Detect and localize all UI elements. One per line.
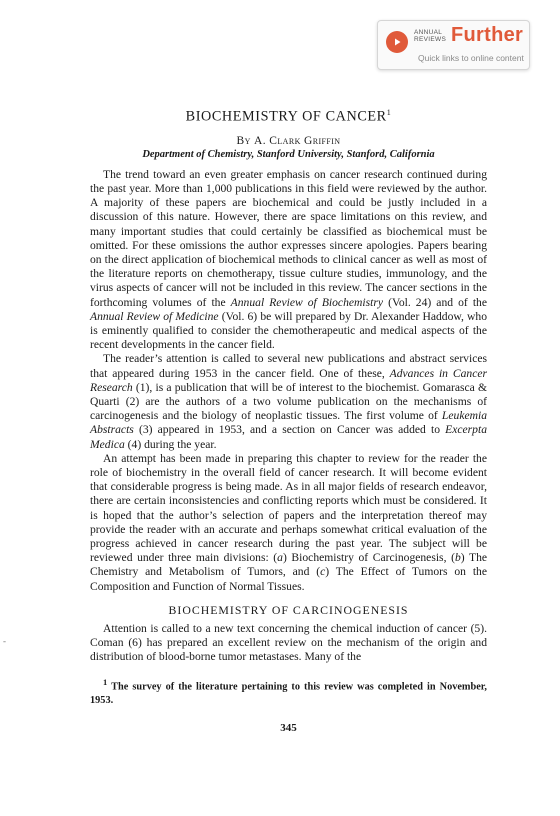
play-arrow-icon	[386, 31, 408, 53]
article-body	[90, 108, 487, 734]
badge-subtitle: Quick links to online content	[418, 53, 524, 63]
paragraph-2: The reader’s attention is called to several new publications and abstract services that appeared during 1953 in the cancer field. One of these, Advances in Cancer Research (1), is a publication that will be of interest to the biochemist. Gomarasca & Quarti (2) are the authors of a two volume publication on the mechanisms of carcinogenesis and the biology of neoplastic tissues. The first volume of Leukemia Abstracts (3) appeared in 1953, and a section on Cancer was added to Excerpta Medica (4) during the year.	[90, 352, 487, 451]
title-footnote-mark: 1	[386, 108, 392, 117]
paragraph-1: The trend toward an even greater emphasis on cancer research continued during the past year. More than 1,000 publications in this field were reviewed by the author. A majority of these papers are biochemical and could be justly included in a discussion of this nature. However, there are space limitations on this review, and many important studies that could certainly be classified as biochemical must be omitted. For these omissions the author expresses sincere apologies. Papers bearing on the direct application of biochemical methods to clinical cancer as well as most of the literature reports on chemotherapy, tissue culture studies, immunology, and the virus aspects of cancer will not be included in this review. The cancer sections in the forthcoming volumes of the Annual Review of Biochemistry (Vol. 24) and of the Annual Review of Medicine (Vol. 6) be will prepared by Dr. Alexander Haddow, who is eminently qualified to consider the chemotherapeutic and medical aspects of the recent developments in the cancer field.	[90, 167, 487, 352]
intro-paragraphs	[90, 168, 487, 594]
annual-reviews-further-badge[interactable]	[377, 20, 530, 70]
section-heading: BIOCHEMISTRY OF CARCINOGENESIS	[168, 602, 409, 617]
author-line: By A. Clark Griffin	[236, 134, 341, 147]
section-paragraph: Attention is called to a new text concerning the chemical induction of cancer (5). Coman (6) has prepared an excellent review on the mechanism of the origin and distribution of blood-borne tumor metastases. Many of the	[90, 621, 487, 664]
margin-mark: -	[3, 636, 6, 646]
author-affiliation: Department of Chemistry, Stanford University, Stanford, California	[142, 148, 435, 160]
badge-annual-reviews-text: ANNUAL REVIEWS	[414, 29, 447, 43]
paragraph-3: An attempt has been made in preparing this chapter to review for the reader the role of biochemistry in the overall field of cancer research. It will become evident that considerable progress is being made. As in all major fields of research endeavor, there are certain inconsistencies and conflicting reports which must be considered. It is hoped that the author’s selection of papers and the interpretation thereof may provide the reader with an accurate and perhaps somewhat critical evaluation of the progress achieved in cancer research during the past year. The subject will be reviewed under three main divisions: (a) Biochemistry of Carcinogenesis, (b) The Chemistry and Metabolism of Tumors, and (c) The Effect of Tumors on the Composition and Function of Normal Tissues.	[90, 451, 488, 593]
page-number: 345	[280, 721, 297, 734]
badge-further-text: Further	[451, 24, 524, 46]
author-name: A. Clark Griffin	[254, 134, 341, 147]
footnote: $^1$ The survey of the literature pertaining to this review was completed in November, 1953.	[90, 677, 488, 706]
article-title: BIOCHEMISTRY OF CANCER$^1$	[185, 108, 392, 125]
